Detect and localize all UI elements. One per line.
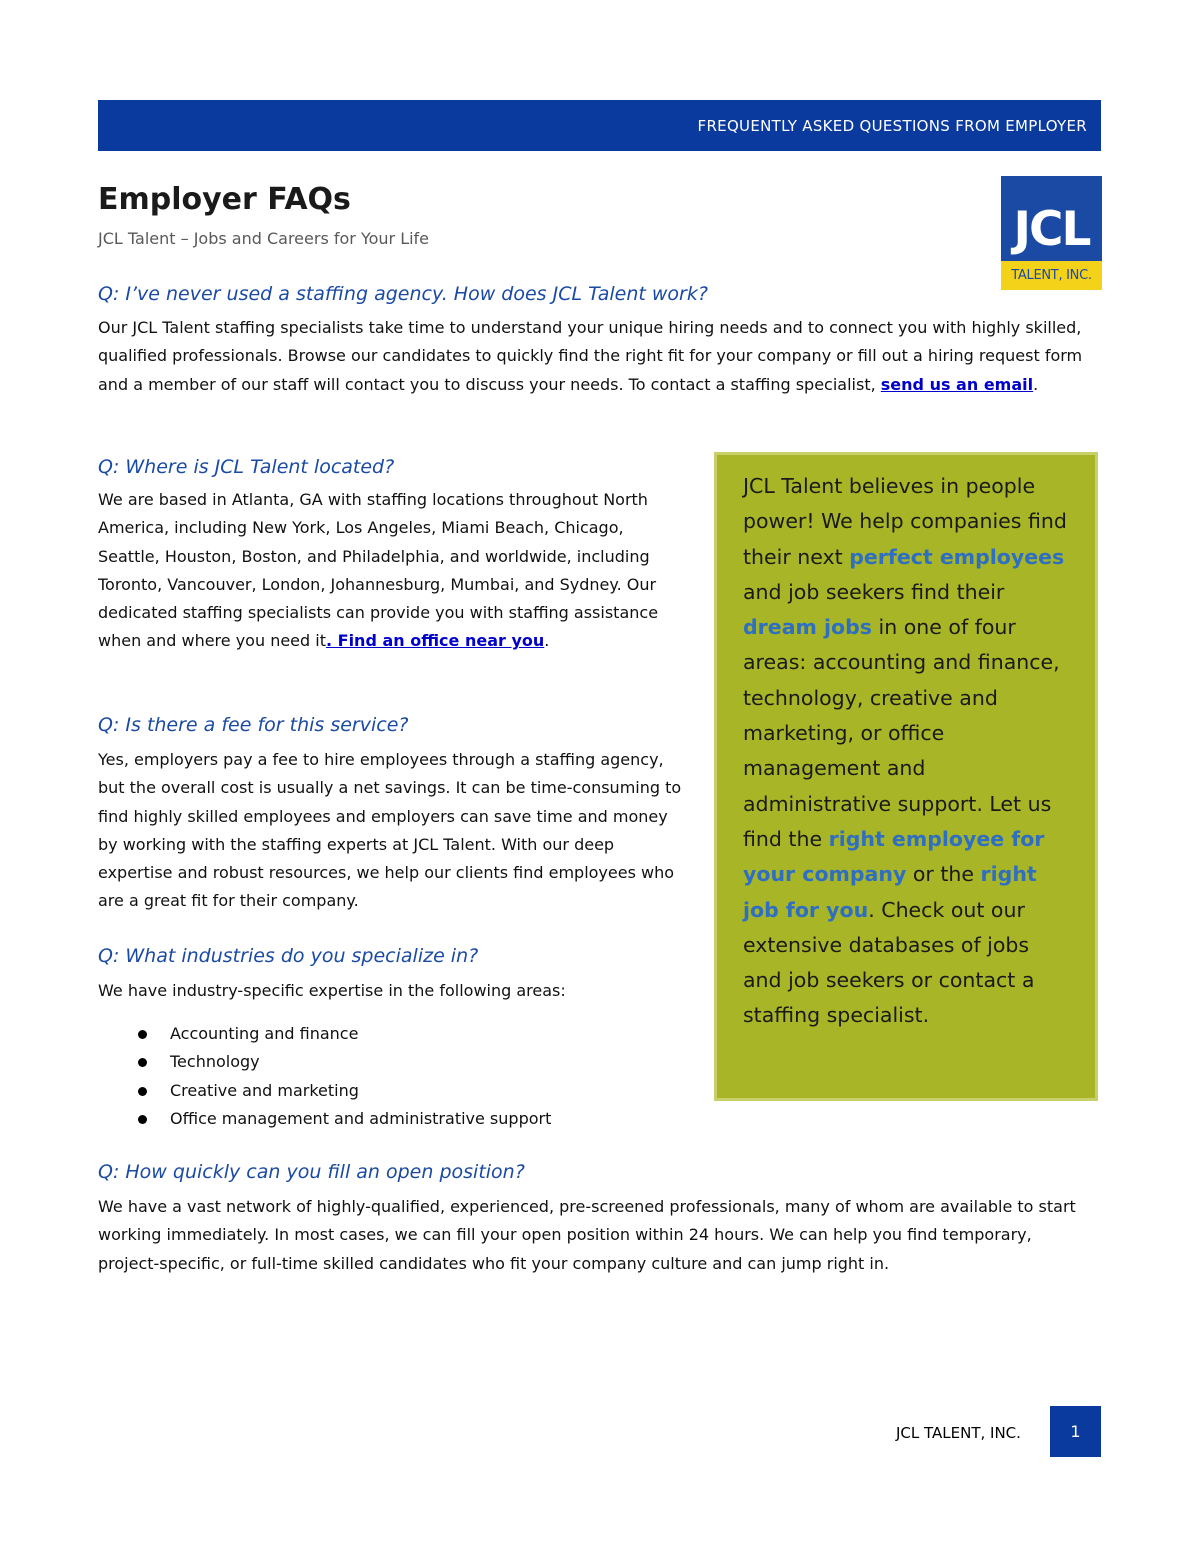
faq-answer xyxy=(98,314,1108,399)
faq-answer-tail: . xyxy=(1033,374,1039,394)
list-item xyxy=(98,1077,551,1105)
faq-answer: Yes, employers pay a fee to hire employees through a staffing agency, but the overall cost is usually a net savings. It can be time-consuming to find highly skilled employees and employers can save time and money by working with the staffing experts at JCL Talent. With our deep expertise and robust resources, we help our clients find employees who are a great fit for their company. xyxy=(98,750,682,911)
email-link[interactable]: send us an email xyxy=(880,374,1034,394)
header-banner xyxy=(98,100,1101,151)
faq-question: Q: I’ve never used a staffing agency. How does JCL Talent work? xyxy=(98,283,708,305)
company-logo xyxy=(1001,176,1102,290)
faq-question: Q: How quickly can you fill an open position? xyxy=(98,1161,525,1183)
callout-text-part: . Check out our extensive databases of jobs and job seekers or contact a staffing specialist. xyxy=(743,897,1035,1028)
callout-text-part: JCL Talent believes in people power! We help companies find their next xyxy=(743,474,1067,569)
faq-answer-text: Our JCL Talent staffing specialists take time to understand your unique hiring needs and to connect you with highly skilled, qualified professionals. Browse our candidates to quickly find the right fit for your company or fill out a hiring request form and a member of our staff will contact you to discuss your needs. To contact a staffing specialist, xyxy=(98,318,1083,394)
callout-box xyxy=(714,452,1098,1101)
faq-question: Q: What industries do you specialize in? xyxy=(98,945,479,967)
callout-text-part: and job seekers find their xyxy=(743,579,1005,604)
list-item-label: Accounting and finance xyxy=(170,1024,359,1043)
callout-highlight: perfect employees xyxy=(849,544,1065,569)
faq-answer: We have industry-specific expertise in the following areas: xyxy=(98,981,566,1000)
list-item-label: Creative and marketing xyxy=(170,1080,359,1100)
callout-text-part: or the xyxy=(906,862,981,887)
header-banner-text: FREQUENTLY ASKED QUESTIONS FROM EMPLOYER xyxy=(697,116,1087,135)
bullet-icon xyxy=(138,1058,147,1067)
list-item xyxy=(98,1105,551,1133)
faq-answer-text: We are based in Atlanta, GA with staffing locations throughout North America, including New York, Los Angeles, Miami Beach, Chicago, Seattle, Houston, Boston, and Philadelphia, and worldwide, including Toronto, Vancouver, London, Johannesburg, Mumbai, and Sydney. Our dedicated staffing specialists can provide you with staffing assistance when and where you need it xyxy=(98,490,659,651)
logo-tagline: TALENT, INC. xyxy=(1001,261,1102,290)
list-item-label: Office management and administrative support xyxy=(170,1108,552,1128)
list-item xyxy=(98,1020,551,1048)
list-item xyxy=(98,1048,551,1076)
faq-answer xyxy=(98,486,678,656)
list-item-label: Technology xyxy=(170,1052,260,1072)
faq-question: Q: Where is JCL Talent located? xyxy=(98,456,395,478)
page-title: Employer FAQs xyxy=(98,182,351,217)
bullet-icon xyxy=(138,1115,147,1124)
callout-highlight: right employee for your company xyxy=(743,826,1045,887)
callout-text xyxy=(743,469,1071,1034)
industry-list xyxy=(98,1020,551,1133)
callout-highlight: right job for you xyxy=(743,862,1037,922)
footer-company: JCL TALENT, INC. xyxy=(896,1424,1021,1442)
page-subtitle: JCL Talent – Jobs and Careers for Your Life xyxy=(98,229,430,248)
faq-question: Q: Is there a fee for this service? xyxy=(98,714,409,736)
page-number: 1 xyxy=(1050,1406,1101,1457)
callout-highlight: dream jobs xyxy=(743,615,873,640)
faq-answer-tail: . xyxy=(544,631,550,651)
logo-mark: JCL xyxy=(1001,176,1102,261)
bullet-icon xyxy=(138,1030,147,1039)
bullet-icon xyxy=(138,1087,147,1096)
find-office-link[interactable]: . Find an office near you xyxy=(325,631,545,651)
faq-answer: We have a vast network of highly-qualified, experienced, pre-screened professionals, many of whom are available to start working immediately. In most cases, we can fill your open position within 24 hours. We can help you find temporary, project-specific, or full-time skilled candidates who fit your company culture and can jump right in. xyxy=(98,1197,1076,1273)
callout-text-part: in one of four areas: accounting and finance, technology, creative and marketing, or office management and administrative support. Let us find the xyxy=(743,615,1060,851)
